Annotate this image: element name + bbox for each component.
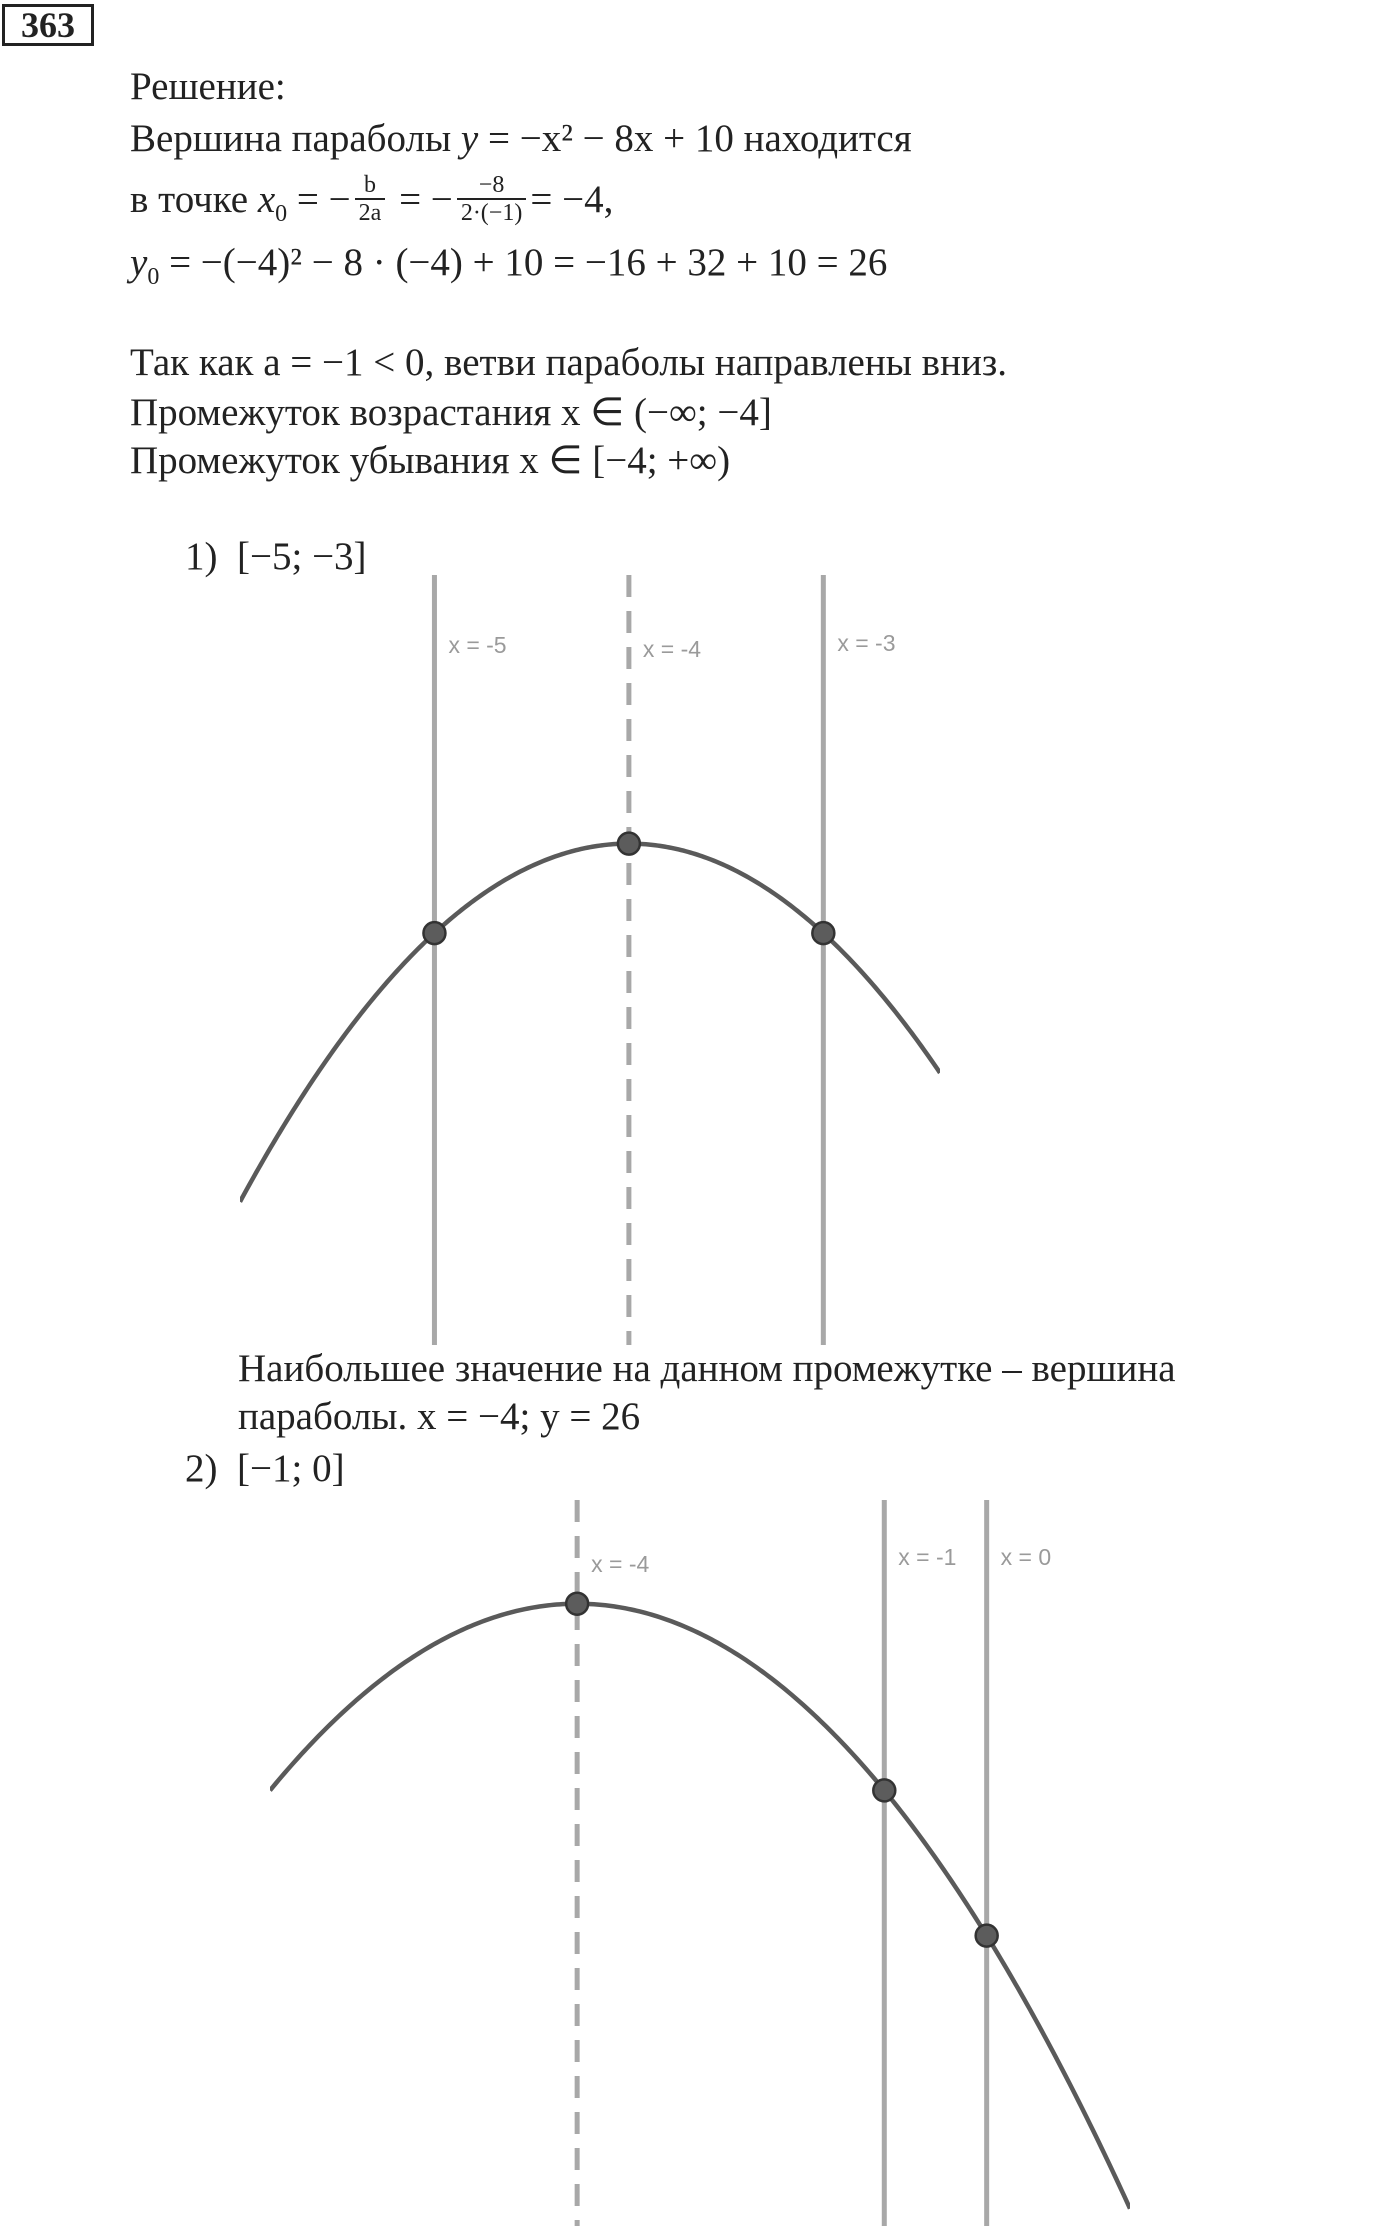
graph-part2 <box>270 1500 1130 2226</box>
parabola-curve <box>240 844 940 1202</box>
fraction-minus8-over-2neg1 <box>457 172 527 226</box>
analysis-line-1 <box>130 340 1007 386</box>
parabola-curve <box>270 1604 1130 2209</box>
vertical-line-label-0: x = -4 <box>591 1551 650 1577</box>
vertical-line-label-2: x = -3 <box>837 630 896 656</box>
part1-heading <box>185 534 367 580</box>
vertex-line <box>130 116 912 162</box>
fraction-b-over-2a <box>355 172 386 226</box>
vertex-suffix: находится <box>743 117 912 160</box>
parabola-equation: y = −x² − 8x + 10 <box>460 117 734 160</box>
analysis-1-math: a = −1 < 0, <box>263 341 435 384</box>
solution-heading: Решение: <box>130 65 286 108</box>
graph-part1 <box>240 575 940 1345</box>
point-2 <box>976 1925 998 1947</box>
analysis-line-3 <box>130 438 730 484</box>
part2-interval: [−1; 0] <box>237 1447 345 1490</box>
equation-tail: = −x² − 8x + 10 <box>487 117 734 160</box>
decreasing-interval: x ∈ [−4; +∞) <box>519 439 731 482</box>
point-1 <box>618 833 640 855</box>
vertex-prefix: Вершина параболы <box>130 117 452 160</box>
vertical-line-label-1: x = -1 <box>898 1544 957 1570</box>
part1-interval: [−5; −3] <box>237 535 367 578</box>
at-point-text: в точке <box>130 177 249 221</box>
frac1-denominator: 2a <box>358 200 382 226</box>
increasing-interval: x ∈ (−∞; −4] <box>561 391 772 434</box>
part1-conclusion-2 <box>238 1394 640 1440</box>
y0-expression: = −(−4)² − 8 · (−4) + 10 = −16 + 32 + 10 = 26 <box>169 241 888 284</box>
analysis-1-suffix: ветви параболы направлены вниз. <box>444 341 1007 384</box>
point-1 <box>873 1779 895 1801</box>
analysis-1-prefix: Так как <box>130 341 254 384</box>
part1-label: 1) <box>185 535 218 578</box>
vertical-line-label-1: x = -4 <box>642 636 702 662</box>
frac2-numerator: −8 <box>457 172 527 200</box>
part1-conclusion-math: x = −4; y = 26 <box>417 1395 641 1438</box>
increasing-interval-label: Промежуток возрастания <box>130 391 552 434</box>
point-0 <box>566 1593 588 1615</box>
y0-line: $y_0 = -(-4)^2 - 8 \cdot (-4) + 10 = -16 + 32 + 10 = 26$ <box>130 241 888 290</box>
part1-conclusion-text: параболы. <box>238 1395 408 1438</box>
part1-conclusion-1: Наибольшее значение на данном промежутке – вершина <box>238 1347 1176 1390</box>
problem-number: 363 <box>2 4 94 46</box>
vertical-line-label-2: x = 0 <box>1000 1544 1052 1570</box>
vertical-line-label-0: x = -5 <box>448 632 507 658</box>
decreasing-interval-label: Промежуток убывания <box>130 439 510 482</box>
x0-result: = −4, <box>530 177 614 221</box>
analysis-line-2 <box>130 390 772 436</box>
point-2 <box>812 922 834 944</box>
part2-heading <box>185 1446 345 1492</box>
part2-label: 2) <box>185 1447 218 1490</box>
frac1-numerator: b <box>355 172 386 200</box>
frac2-denominator: 2·(−1) <box>460 200 523 226</box>
x0-line: в точке $x_0$ = − $\frac{b}{2a}$ = − $\frac{-8}{2\cdot(-1)}$ = −4, <box>130 172 614 227</box>
point-0 <box>423 922 445 944</box>
